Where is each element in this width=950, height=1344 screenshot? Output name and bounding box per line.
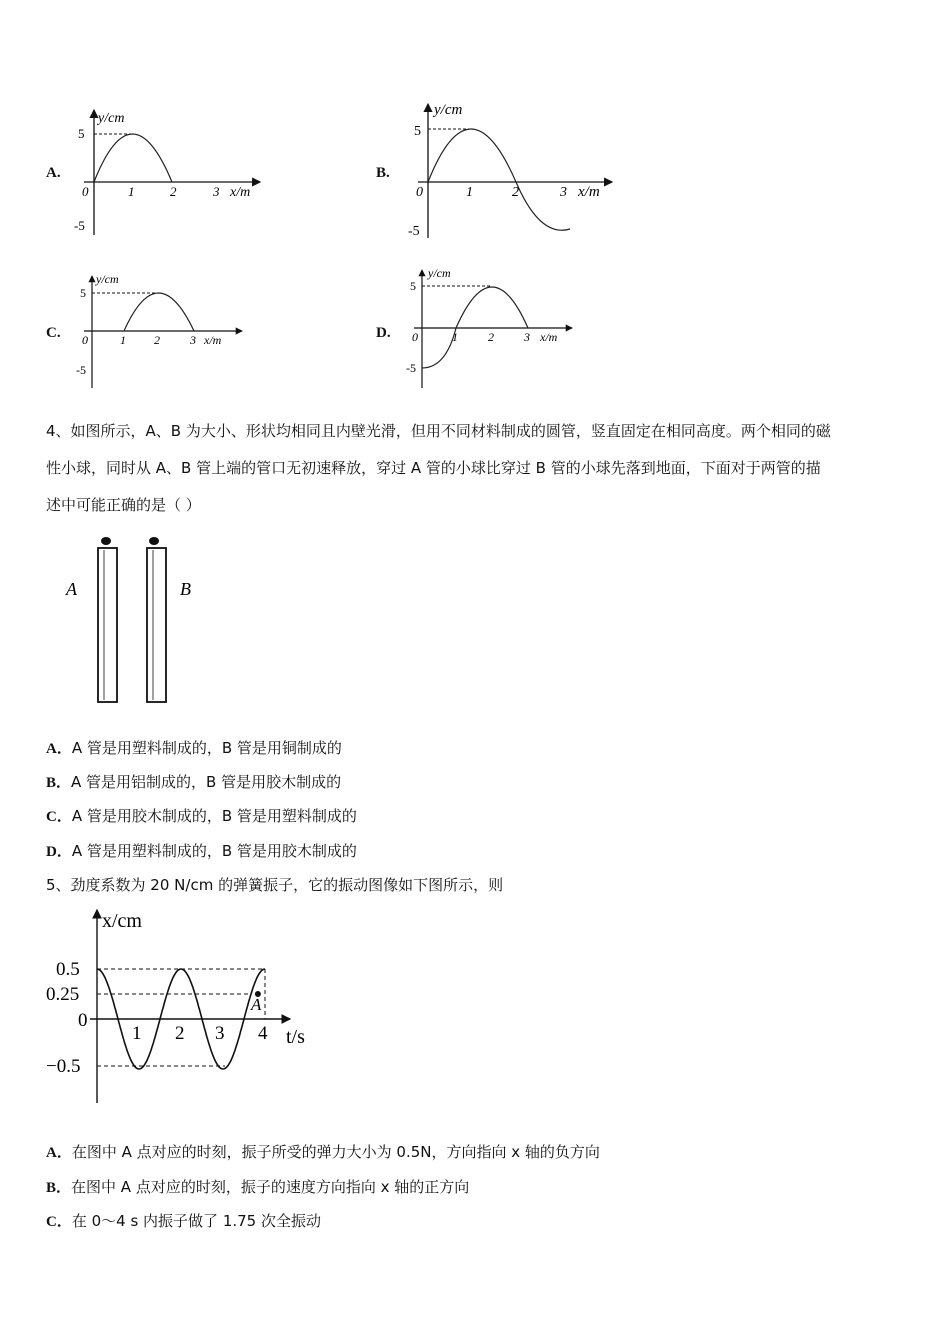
tick-x-2: 2 — [488, 330, 494, 344]
tube-a — [98, 548, 117, 702]
graph-d — [400, 262, 580, 392]
tick-x-3: 3 — [190, 333, 196, 347]
q4-stem-line1: 4、如图所示，A、B 为大小、形状均相同且内壁光滑，但用不同材料制成的圆管，竖直固定在相同高度。两个相同的磁 — [46, 422, 831, 440]
y-label: y/cm — [428, 266, 451, 280]
xtick-2: 2 — [175, 1023, 185, 1044]
graph-b — [400, 98, 620, 243]
x-label: x/m — [540, 330, 558, 344]
tick-y-neg5: -5 — [408, 224, 420, 239]
q4-stem-line2: 性小球，同时从 A、B 管上端的管口无初速释放，穿过 A 管的小球比穿过 B 管的小球先落到地面，下面对于两管的描 — [46, 459, 821, 477]
x-label: x/m — [230, 185, 251, 200]
t-label: t/s — [286, 1026, 305, 1048]
ytick-neg0.5: −0.5 — [46, 1056, 81, 1077]
q5-option-a[interactable] — [46, 1141, 600, 1162]
xtick-4: 4 — [258, 1023, 268, 1044]
q4-option-b[interactable] — [46, 771, 341, 792]
y-label: y/cm — [434, 102, 463, 118]
tick-y-5: 5 — [410, 279, 416, 293]
option-text: 在 0～4 s 内振子做了 1.75 次全振动 — [71, 1212, 321, 1230]
graph-a-label: A. — [46, 165, 61, 181]
graph-c-label: C. — [46, 325, 61, 341]
tick-x-0: 0 — [82, 333, 88, 347]
tick-y-5: 5 — [414, 124, 421, 139]
ytick-0: 0 — [78, 1010, 88, 1031]
graph-a — [70, 100, 270, 240]
q4-option-a[interactable] — [46, 737, 342, 758]
q4-stem-line3: 述中可能正确的是（ ） — [46, 496, 201, 514]
wave-curve — [124, 293, 194, 331]
option-label: D． — [46, 844, 72, 860]
option-text: A 管是用塑料制成的，B 管是用胶木制成的 — [71, 842, 357, 860]
q5-stem: 5、劲度系数为 20 N/cm 的弹簧振子，它的振动图像如下图所示，则 — [46, 876, 504, 894]
graph-d-label: D. — [376, 325, 391, 341]
point-a-label: A — [251, 995, 262, 1014]
tube-b — [147, 548, 166, 702]
x-label: x/m — [204, 333, 222, 347]
y-label: x/cm — [102, 910, 142, 932]
graph-c — [70, 268, 250, 393]
tick-y-5: 5 — [78, 126, 85, 141]
tick-y-neg5: -5 — [74, 218, 85, 233]
q4-option-c[interactable] — [46, 805, 357, 826]
tick-x-2: 2 — [512, 185, 519, 200]
tick-x-1: 1 — [120, 333, 126, 347]
option-label: B． — [46, 775, 72, 791]
tick-x-2: 2 — [154, 333, 160, 347]
option-text: A 管是用铝制成的，B 管是用胶木制成的 — [71, 773, 342, 791]
ball-a — [101, 537, 111, 545]
xtick-3: 3 — [215, 1023, 225, 1044]
option-text: 在图中 A 点对应的时刻，振子的速度方向指向 x 轴的正方向 — [71, 1178, 470, 1196]
tick-x-3: 3 — [560, 185, 567, 200]
wave-curve — [428, 129, 570, 230]
option-text: A 管是用胶木制成的，B 管是用塑料制成的 — [71, 807, 357, 825]
y-label: y/cm — [96, 272, 119, 286]
tick-y-5: 5 — [80, 286, 86, 300]
tick-x-3: 3 — [213, 184, 220, 199]
tick-y-neg5: -5 — [76, 363, 86, 377]
graph-b-label: B. — [376, 165, 390, 181]
tick-x-0: 0 — [416, 185, 423, 200]
q5-vibration-graph — [40, 900, 340, 1110]
q4-tubes-figure — [56, 530, 216, 710]
tick-x-2: 2 — [170, 184, 177, 199]
option-label: C． — [46, 1214, 72, 1230]
xtick-1: 1 — [132, 1023, 142, 1044]
tick-y-neg5: -5 — [406, 361, 416, 375]
tick-x-1: 1 — [466, 185, 473, 200]
ball-b — [149, 537, 159, 545]
tube-a-label: A — [66, 579, 77, 599]
option-text: A 管是用塑料制成的，B 管是用铜制成的 — [71, 739, 342, 757]
y-label: y/cm — [98, 111, 125, 126]
tick-x-0: 0 — [82, 184, 89, 199]
ytick-0.25: 0.25 — [46, 984, 80, 1005]
x-label: x/m — [578, 184, 600, 200]
ytick-0.5: 0.5 — [56, 959, 80, 980]
tick-x-1: 1 — [128, 184, 135, 199]
tube-b-label: B — [180, 579, 191, 599]
option-text: 在图中 A 点对应的时刻，振子所受的弹力大小为 0.5N，方向指向 x 轴的负方向 — [71, 1143, 600, 1161]
option-label: A． — [46, 741, 72, 757]
wave-curve — [94, 134, 172, 182]
tick-x-0: 0 — [412, 330, 418, 344]
option-label: A． — [46, 1145, 72, 1161]
tick-x-3: 3 — [524, 330, 530, 344]
q5-option-b[interactable] — [46, 1176, 469, 1197]
tick-x-1: 1 — [452, 330, 458, 344]
option-label: B． — [46, 1180, 72, 1196]
option-label: C． — [46, 809, 72, 825]
q5-option-c[interactable] — [46, 1210, 321, 1231]
q4-option-d[interactable] — [46, 840, 357, 861]
